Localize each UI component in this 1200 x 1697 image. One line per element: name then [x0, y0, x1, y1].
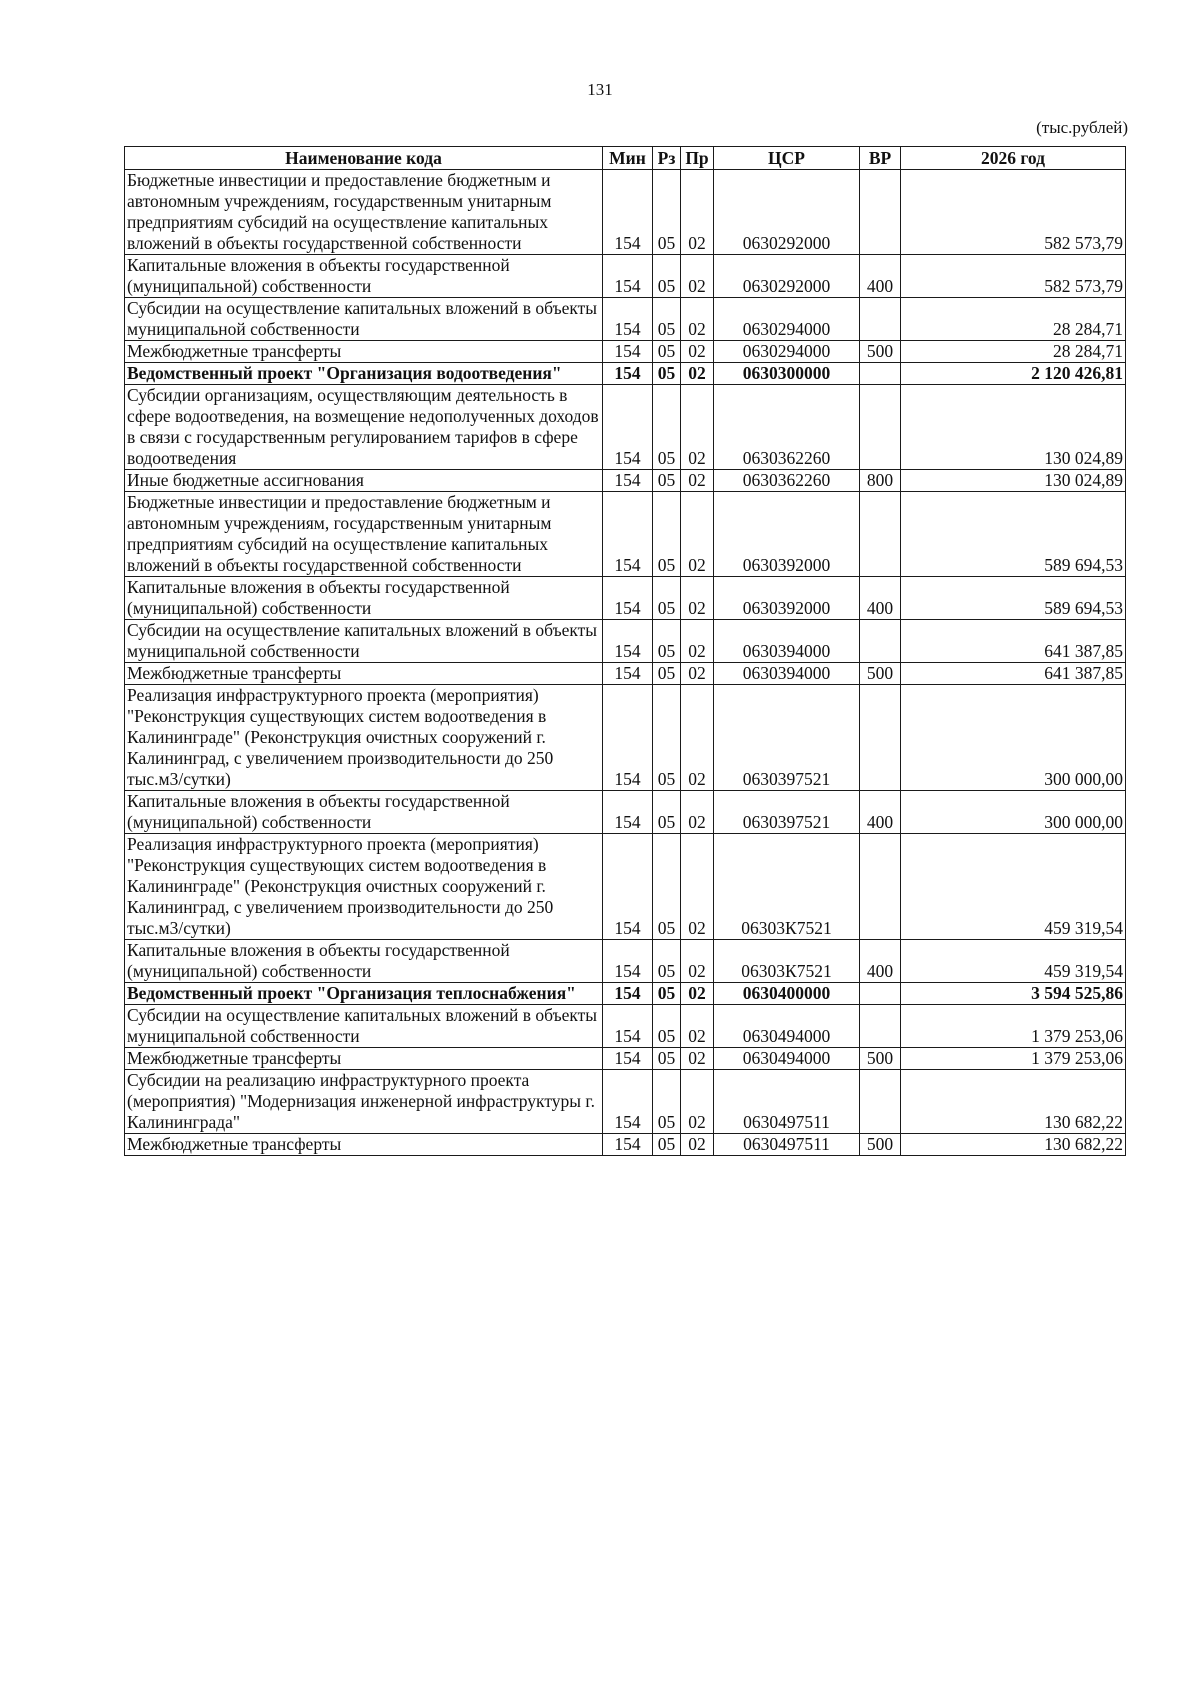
row-pr: 02: [681, 663, 714, 685]
row-min: 154: [603, 940, 653, 983]
table-row: [125, 363, 1126, 385]
row-csr: 0630294000: [714, 341, 860, 363]
row-amount: 130 682,22: [901, 1134, 1126, 1156]
header-pr: Пр: [681, 147, 714, 170]
table-row: [125, 255, 1126, 298]
row-name: Субсидии на осуществление капитальных вложений в объекты муниципальной собственности: [125, 1005, 603, 1048]
row-csr: 0630392000: [714, 577, 860, 620]
table-row: [125, 1048, 1126, 1070]
row-amount: 459 319,54: [901, 834, 1126, 940]
header-name: Наименование кода: [125, 147, 603, 170]
table-header-row: [125, 147, 1126, 170]
table-row: [125, 385, 1126, 470]
table-row: [125, 983, 1126, 1005]
row-csr: 0630294000: [714, 298, 860, 341]
row-pr: 02: [681, 1005, 714, 1048]
row-vr: 400: [860, 791, 901, 834]
row-vr: 400: [860, 577, 901, 620]
row-vr: 400: [860, 255, 901, 298]
table-row: [125, 1005, 1126, 1048]
row-pr: 02: [681, 983, 714, 1005]
table-row: [125, 492, 1126, 577]
row-amount: 28 284,71: [901, 341, 1126, 363]
row-vr: [860, 620, 901, 663]
header-min: Мин: [603, 147, 653, 170]
row-min: 154: [603, 1048, 653, 1070]
row-min: 154: [603, 363, 653, 385]
table-row: [125, 1134, 1126, 1156]
row-name: Иные бюджетные ассигнования: [125, 470, 603, 492]
row-csr: 0630392000: [714, 492, 860, 577]
row-rz: 05: [653, 940, 681, 983]
page-number: 131: [587, 80, 613, 99]
row-vr: 400: [860, 940, 901, 983]
row-rz: 05: [653, 663, 681, 685]
row-csr: 0630397521: [714, 685, 860, 791]
header-rz: Рз: [653, 147, 681, 170]
table-row: [125, 685, 1126, 791]
row-min: 154: [603, 492, 653, 577]
row-min: 154: [603, 791, 653, 834]
row-name: Субсидии на осуществление капитальных вложений в объекты муниципальной собственности: [125, 620, 603, 663]
row-name: Капитальные вложения в объекты государственной (муниципальной) собственности: [125, 577, 603, 620]
row-pr: 02: [681, 492, 714, 577]
row-pr: 02: [681, 685, 714, 791]
row-csr: 0630400000: [714, 983, 860, 1005]
row-csr: 06303К7521: [714, 834, 860, 940]
row-min: 154: [603, 385, 653, 470]
row-amount: 1 379 253,06: [901, 1005, 1126, 1048]
header-csr: ЦСР: [714, 147, 860, 170]
row-rz: 05: [653, 170, 681, 255]
row-vr: [860, 834, 901, 940]
table-row: [125, 170, 1126, 255]
table-row: [125, 1070, 1126, 1134]
row-csr: 0630362260: [714, 470, 860, 492]
row-vr: [860, 385, 901, 470]
row-min: 154: [603, 255, 653, 298]
table-row: [125, 791, 1126, 834]
row-amount: 582 573,79: [901, 170, 1126, 255]
row-name: Бюджетные инвестиции и предоставление бюджетным и автономным учреждениям, государственным унитарным предприятиям субсидий на осуществление капитальных вложений в объекты государственной собственности: [125, 492, 603, 577]
row-min: 154: [603, 1134, 653, 1156]
row-csr: 0630292000: [714, 255, 860, 298]
header-vr: ВР: [860, 147, 901, 170]
row-rz: 05: [653, 685, 681, 791]
row-pr: 02: [681, 385, 714, 470]
row-csr: 0630362260: [714, 385, 860, 470]
row-amount: 641 387,85: [901, 620, 1126, 663]
row-name: Капитальные вложения в объекты государственной (муниципальной) собственности: [125, 940, 603, 983]
header-year: 2026 год: [901, 147, 1126, 170]
row-name: Межбюджетные трансферты: [125, 1134, 603, 1156]
table-row: [125, 577, 1126, 620]
row-vr: 500: [860, 663, 901, 685]
row-min: 154: [603, 341, 653, 363]
row-pr: 02: [681, 1070, 714, 1134]
row-name: Ведомственный проект "Организация водоотведения": [125, 363, 603, 385]
row-min: 154: [603, 170, 653, 255]
row-csr: 0630497511: [714, 1134, 860, 1156]
row-min: 154: [603, 577, 653, 620]
row-amount: 300 000,00: [901, 791, 1126, 834]
row-amount: 130 024,89: [901, 470, 1126, 492]
row-rz: 05: [653, 298, 681, 341]
row-pr: 02: [681, 1048, 714, 1070]
row-vr: 500: [860, 341, 901, 363]
row-min: 154: [603, 298, 653, 341]
row-rz: 05: [653, 834, 681, 940]
row-rz: 05: [653, 1134, 681, 1156]
row-min: 154: [603, 685, 653, 791]
row-rz: 05: [653, 470, 681, 492]
row-csr: 0630494000: [714, 1005, 860, 1048]
row-amount: 459 319,54: [901, 940, 1126, 983]
row-rz: 05: [653, 983, 681, 1005]
row-rz: 05: [653, 385, 681, 470]
table-row: [125, 298, 1126, 341]
row-rz: 05: [653, 577, 681, 620]
row-vr: [860, 685, 901, 791]
row-vr: 500: [860, 1134, 901, 1156]
row-csr: 0630494000: [714, 1048, 860, 1070]
row-name: Бюджетные инвестиции и предоставление бюджетным и автономным учреждениям, государственным унитарным предприятиям субсидий на осуществление капитальных вложений в объекты государственной собственности: [125, 170, 603, 255]
row-pr: 02: [681, 470, 714, 492]
table-row: [125, 620, 1126, 663]
row-pr: 02: [681, 298, 714, 341]
row-vr: [860, 363, 901, 385]
row-min: 154: [603, 1005, 653, 1048]
row-pr: 02: [681, 577, 714, 620]
row-amount: 641 387,85: [901, 663, 1126, 685]
row-min: 154: [603, 983, 653, 1005]
row-vr: [860, 170, 901, 255]
row-rz: 05: [653, 341, 681, 363]
row-pr: 02: [681, 620, 714, 663]
row-pr: 02: [681, 834, 714, 940]
units-label: (тыс.рублей): [1036, 118, 1128, 137]
row-name: Субсидии на реализацию инфраструктурного проекта (мероприятия) "Модернизация инженерной инфраструктуры г. Калининграда": [125, 1070, 603, 1134]
row-min: 154: [603, 1070, 653, 1134]
row-name: Реализация инфраструктурного проекта (мероприятия) "Реконструкция существующих систем водоотведения в Калининграде" (Реконструкция очистных сооружений г. Калининград, с увеличением производительности до 250 тыс.м3/сутки): [125, 834, 603, 940]
row-rz: 05: [653, 1048, 681, 1070]
row-csr: 0630497511: [714, 1070, 860, 1134]
row-name: Межбюджетные трансферты: [125, 663, 603, 685]
row-name: Межбюджетные трансферты: [125, 1048, 603, 1070]
row-amount: 130 682,22: [901, 1070, 1126, 1134]
row-amount: 130 024,89: [901, 385, 1126, 470]
row-pr: 02: [681, 170, 714, 255]
budget-table: [124, 146, 1126, 1156]
row-pr: 02: [681, 363, 714, 385]
row-pr: 02: [681, 1134, 714, 1156]
row-vr: [860, 298, 901, 341]
row-min: 154: [603, 663, 653, 685]
row-min: 154: [603, 834, 653, 940]
row-rz: 05: [653, 255, 681, 298]
row-amount: 2 120 426,81: [901, 363, 1126, 385]
row-rz: 05: [653, 363, 681, 385]
row-name: Ведомственный проект "Организация теплоснабжения": [125, 983, 603, 1005]
row-min: 154: [603, 470, 653, 492]
row-amount: 1 379 253,06: [901, 1048, 1126, 1070]
row-name: Субсидии организациям, осуществляющим деятельность в сфере водоотведения, на возмещение недополученных доходов в связи с государственным регулированием тарифов в сфере водоотведения: [125, 385, 603, 470]
row-rz: 05: [653, 1070, 681, 1134]
row-csr: 0630300000: [714, 363, 860, 385]
table-body: [125, 170, 1126, 1156]
row-rz: 05: [653, 791, 681, 834]
row-csr: 06303К7521: [714, 940, 860, 983]
row-amount: 589 694,53: [901, 577, 1126, 620]
row-pr: 02: [681, 255, 714, 298]
row-amount: 582 573,79: [901, 255, 1126, 298]
row-min: 154: [603, 620, 653, 663]
row-vr: [860, 1005, 901, 1048]
row-rz: 05: [653, 1005, 681, 1048]
row-amount: 300 000,00: [901, 685, 1126, 791]
row-amount: 3 594 525,86: [901, 983, 1126, 1005]
table-row: [125, 470, 1126, 492]
table-row: [125, 940, 1126, 983]
row-name: Реализация инфраструктурного проекта (мероприятия) "Реконструкция существующих систем водоотведения в Калининграде" (Реконструкция очистных сооружений г. Калининград, с увеличением производительности до 250 тыс.м3/сутки): [125, 685, 603, 791]
row-amount: 28 284,71: [901, 298, 1126, 341]
row-pr: 02: [681, 791, 714, 834]
row-vr: 500: [860, 1048, 901, 1070]
row-csr: 0630394000: [714, 620, 860, 663]
row-name: Межбюджетные трансферты: [125, 341, 603, 363]
table-row: [125, 341, 1126, 363]
table-row: [125, 834, 1126, 940]
row-pr: 02: [681, 940, 714, 983]
row-rz: 05: [653, 620, 681, 663]
row-csr: 0630394000: [714, 663, 860, 685]
row-name: Капитальные вложения в объекты государственной (муниципальной) собственности: [125, 791, 603, 834]
row-name: Субсидии на осуществление капитальных вложений в объекты муниципальной собственности: [125, 298, 603, 341]
row-name: Капитальные вложения в объекты государственной (муниципальной) собственности: [125, 255, 603, 298]
row-rz: 05: [653, 492, 681, 577]
row-vr: [860, 1070, 901, 1134]
row-amount: 589 694,53: [901, 492, 1126, 577]
row-pr: 02: [681, 341, 714, 363]
row-vr: [860, 983, 901, 1005]
table-row: [125, 663, 1126, 685]
row-vr: [860, 492, 901, 577]
row-csr: 0630292000: [714, 170, 860, 255]
row-vr: 800: [860, 470, 901, 492]
row-csr: 0630397521: [714, 791, 860, 834]
